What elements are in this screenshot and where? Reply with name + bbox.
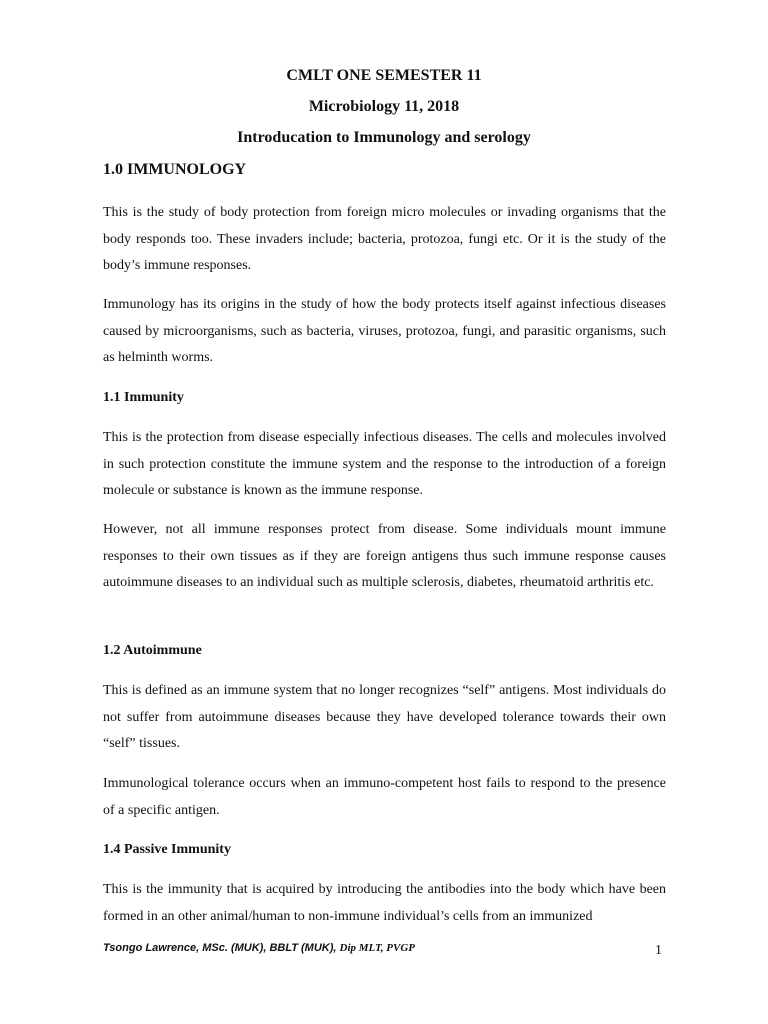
paragraph-immunology-definition: This is the study of body protection from foreign micro molecules or invading organisms that the body responds too. These invaders include; bacteria, protozoa, fungi etc. Or it is the study of the body’s immune responses. [103,205,666,273]
footer-author [103,941,415,955]
course-title: CMLT ONE SEMESTER 11 [286,67,482,84]
paragraph-immunology-origins: Immunology has its origins in the study of how the body protects itself against infectious diseases caused by microorganisms, such as bacteria, viruses, protozoa, fungi, and parasitic organisms, such as helminth worms. [103,297,666,365]
section-heading-immunology: 1.0 IMMUNOLOGY [103,161,247,178]
document-title: Introducation to Immunology and serology [237,129,531,146]
footer-author-extra: Dip MLT, PVGP [339,942,415,954]
paragraph-autoimmune-responses: However, not all immune responses protect from disease. Some individuals mount immune responses to their own tissues as if they are foreign antigens thus such immune response causes autoimmune diseases to an individual such as multiple sclerosis, diabetes, rheumatoid arthritis etc. [103,522,666,590]
section-heading-autoimmune: 1.2 Autoimmune [103,643,202,658]
page-number: 1 [655,943,662,958]
paragraph-immunological-tolerance: Immunological tolerance occurs when an immuno-competent host fails to respond to the presence of a specific antigen. [103,776,666,818]
subject-title: Microbiology 11, 2018 [308,98,460,115]
section-heading-passive-immunity: 1.4 Passive Immunity [103,842,231,857]
paragraph-passive-immunity: This is the immunity that is acquired by introducing the antibodies into the body which have been formed in an other animal/human to non-immune individual’s cells from an immunized [103,882,666,924]
paragraph-autoimmune-definition: This is defined as an immune system that no longer recognizes “self” antigens. Most individuals do not suffer from autoimmune diseases because they have developed tolerance towards their own “self” tissues. [103,683,666,751]
footer-author-main: Tsongo Lawrence, MSc. (MUK), BBLT (MUK), [103,942,340,954]
section-heading-immunity: 1.1 Immunity [103,390,184,405]
paragraph-immunity-definition: This is the protection from disease especially infectious diseases. The cells and molecules involved in such protection constitute the immune system and the response to the introduction of a foreign molecule or substance is known as the immune response. [103,430,666,498]
